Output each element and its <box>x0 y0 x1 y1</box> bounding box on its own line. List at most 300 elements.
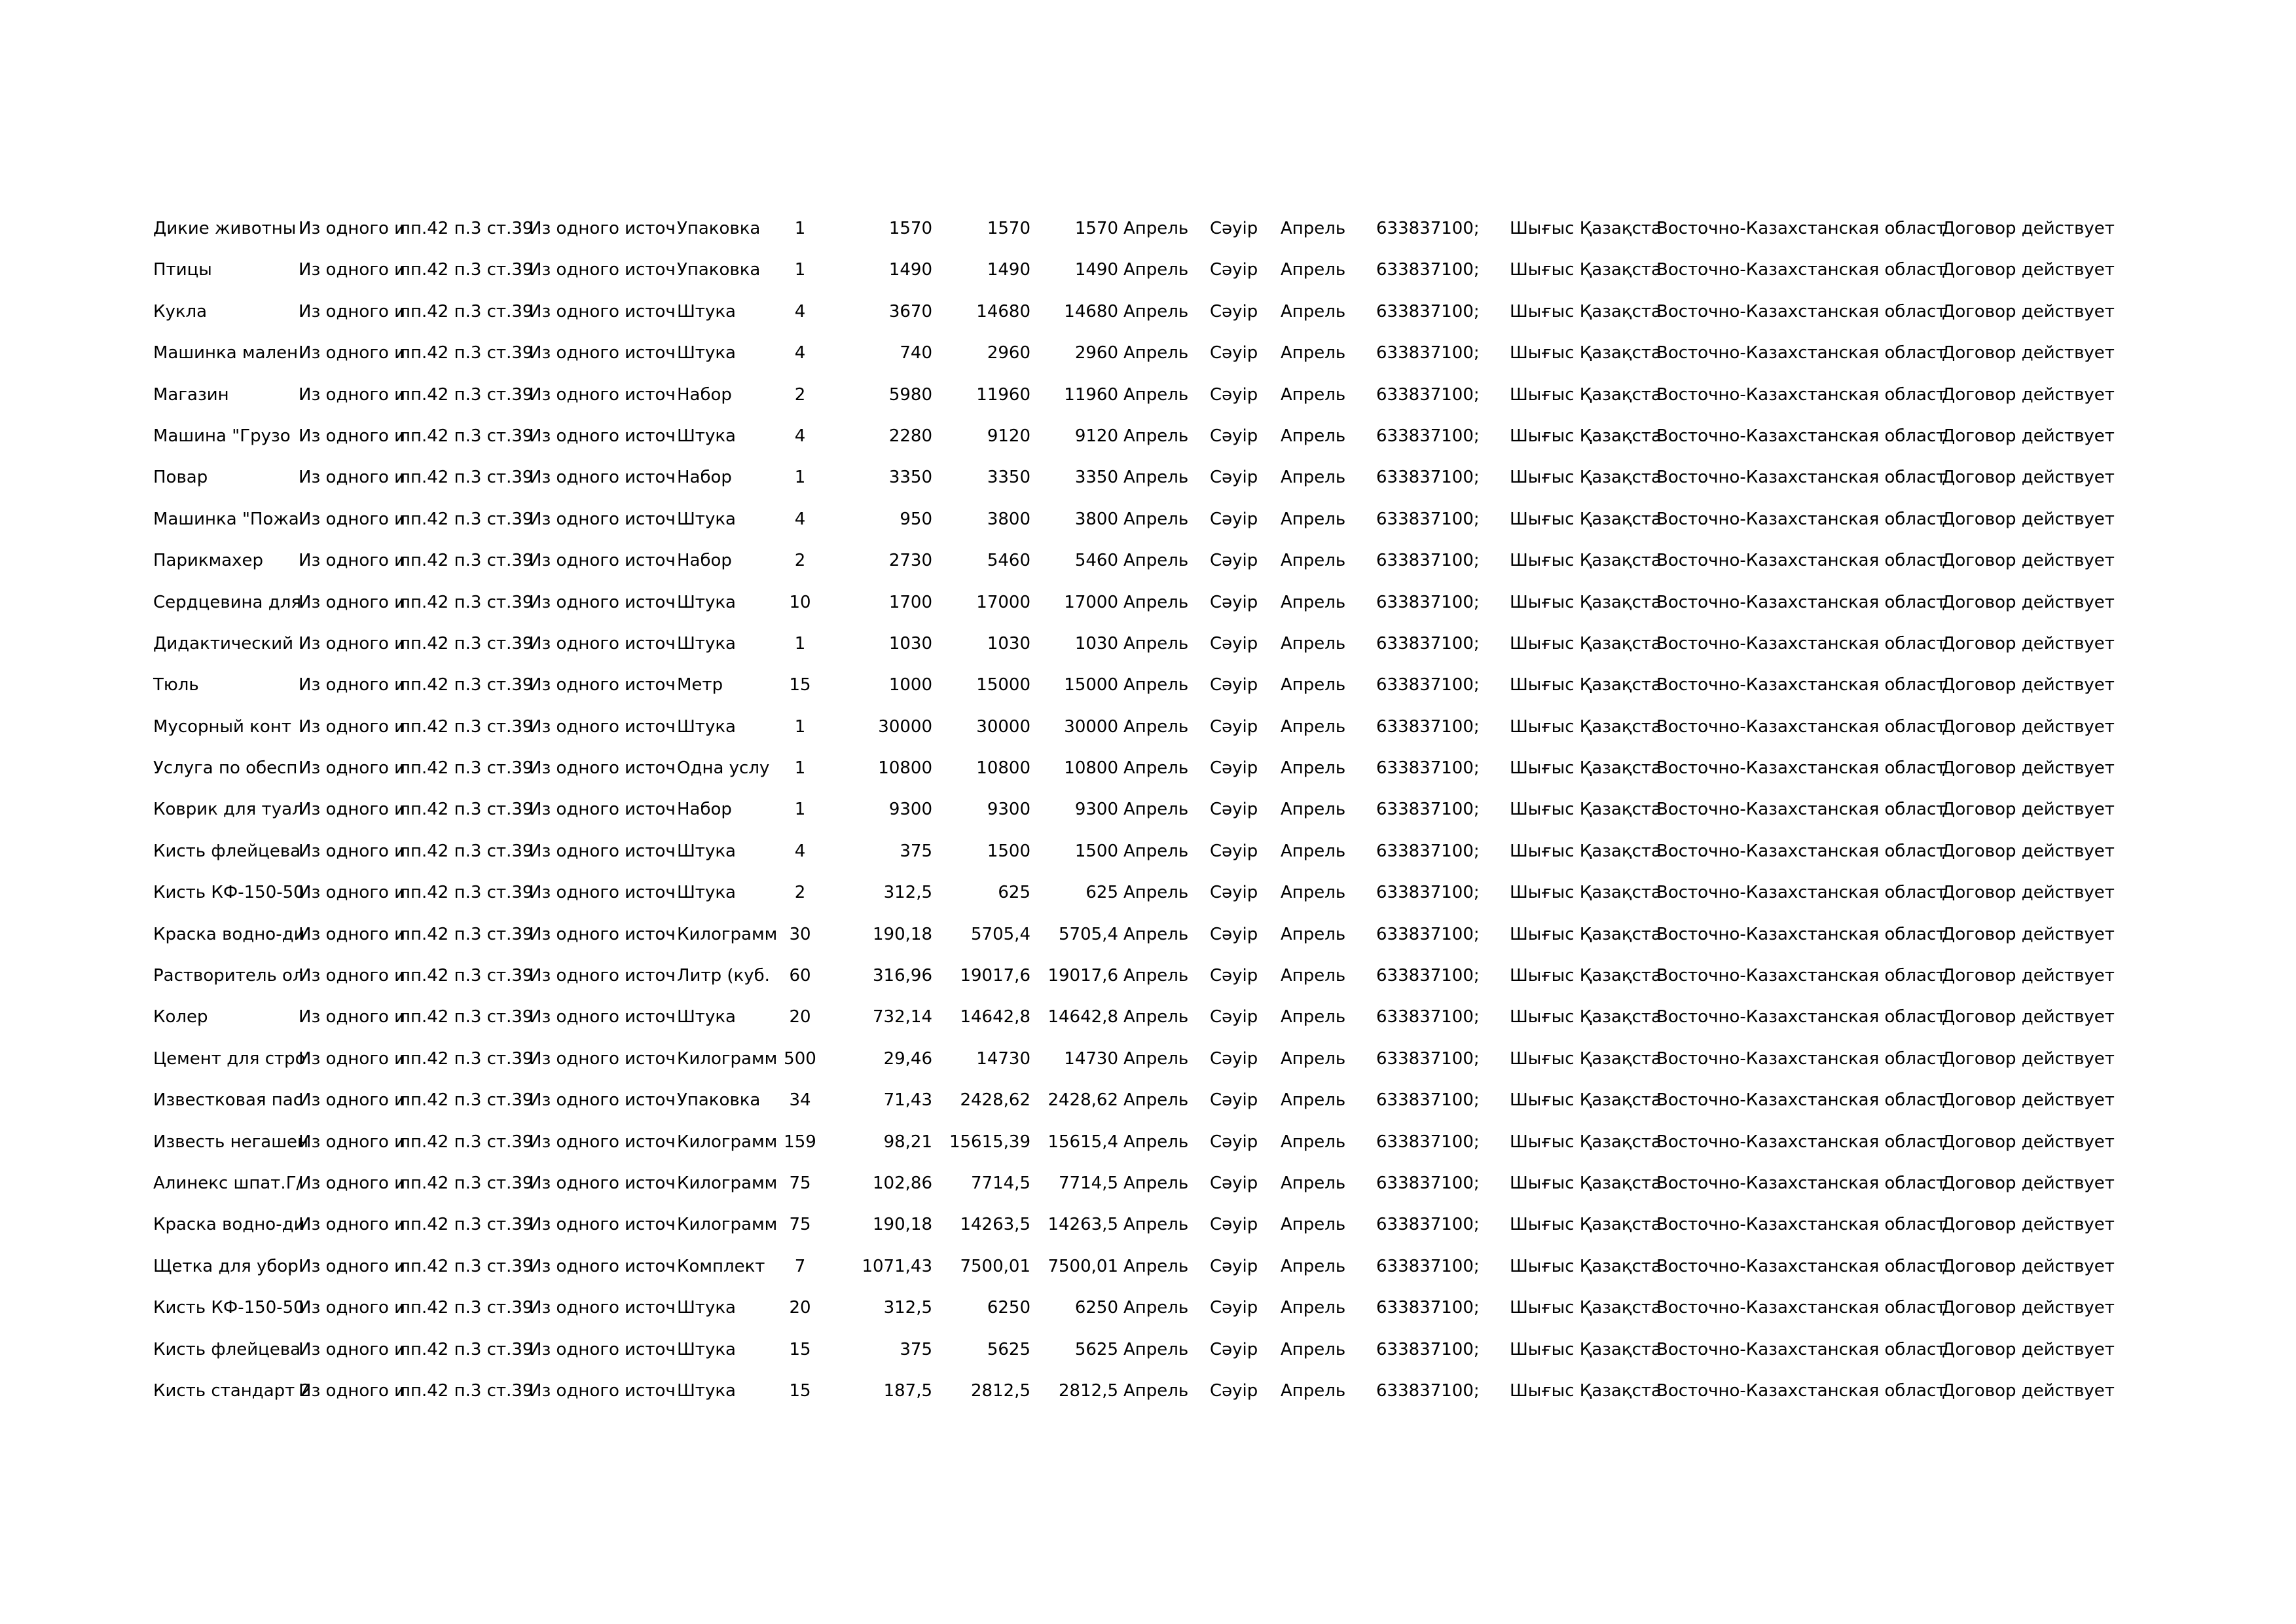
quantity-cell: 34 <box>789 1090 811 1111</box>
kato-code-cell: 633837100; <box>1376 551 1480 571</box>
item-name-cell: Известковая пас <box>153 1090 303 1111</box>
contract-status-cell: Договор действует <box>1942 1132 2115 1152</box>
unit-cell: Килограмм <box>677 924 778 944</box>
total-cell: 15615,4 <box>1048 1132 1118 1152</box>
total-cell: 14642,8 <box>1048 1007 1118 1027</box>
item-name-cell: Птицы <box>153 260 212 280</box>
region-kz-cell: Шығыс Қазақста <box>1510 675 1662 695</box>
purchase-method-cell: Из одного и <box>299 1048 406 1069</box>
contract-status-cell: Договор действует <box>1942 260 2115 280</box>
purchase-method-cell: Из одного и <box>299 1339 406 1359</box>
region-ru-cell: Восточно-Казахстанская област <box>1656 1380 1946 1401</box>
region-ru-cell: Восточно-Казахстанская област <box>1656 1256 1946 1276</box>
legal-basis-cell: пп.42 п.3 ст.39 <box>399 675 534 695</box>
total-cell: 1570 <box>1074 219 1118 238</box>
total-cell: 11960 <box>1064 384 1118 405</box>
month-cell: Апрель <box>1281 966 1346 986</box>
contract-status-cell: Договор действует <box>1942 924 2115 944</box>
month-kz-cell: Сәуір <box>1210 468 1258 488</box>
month-ru-cell: Апрель <box>1123 1298 1189 1318</box>
unit-cell: Набор <box>677 800 732 820</box>
month-ru-cell: Апрель <box>1123 468 1189 488</box>
region-kz-cell: Шығыс Қазақста <box>1510 800 1662 820</box>
month-cell: Апрель <box>1281 592 1346 612</box>
legal-basis-cell: пп.42 п.3 ст.39 <box>399 1007 534 1027</box>
month-cell: Апрель <box>1281 1298 1346 1318</box>
kato-code-cell: 633837100; <box>1376 800 1480 820</box>
legal-basis-cell: пп.42 п.3 ст.39 <box>399 592 534 612</box>
month-cell: Апрель <box>1281 301 1346 322</box>
contract-status-cell: Договор действует <box>1942 343 2115 363</box>
sum-cell: 14263,5 <box>960 1215 1030 1235</box>
quantity-cell: 4 <box>794 841 806 861</box>
month-kz-cell: Сәуір <box>1210 716 1258 737</box>
region-kz-cell: Шығыс Қазақста <box>1510 426 1662 446</box>
purchase-method-cell: Из одного и <box>299 758 406 779</box>
region-ru-cell: Восточно-Казахстанская област <box>1656 551 1946 571</box>
unit-cell: Килограмм <box>677 1132 778 1152</box>
unit-cell: Килограмм <box>677 1048 778 1069</box>
contract-status-cell: Договор действует <box>1942 384 2115 405</box>
source-cell: Из одного источ <box>529 758 676 779</box>
region-ru-cell: Восточно-Казахстанская област <box>1656 924 1946 944</box>
month-cell: Апрель <box>1281 633 1346 654</box>
month-ru-cell: Апрель <box>1123 1256 1189 1276</box>
total-cell: 5625 <box>1074 1339 1118 1359</box>
purchase-method-cell: Из одного и <box>299 1173 406 1193</box>
unit-cell: Штука <box>677 1380 736 1401</box>
kato-code-cell: 633837100; <box>1376 1215 1480 1235</box>
legal-basis-cell: пп.42 п.3 ст.39 <box>399 1173 534 1193</box>
quantity-cell: 30 <box>789 924 811 944</box>
legal-basis-cell: пп.42 п.3 ст.39 <box>399 966 534 986</box>
purchase-method-cell: Из одного и <box>299 1090 406 1111</box>
item-name-cell: Машинка мален <box>153 343 299 363</box>
price-cell: 2730 <box>888 551 932 571</box>
sum-cell: 19017,6 <box>960 966 1030 986</box>
purchase-method-cell: Из одного и <box>299 592 406 612</box>
contract-status-cell: Договор действует <box>1942 633 2115 654</box>
purchase-method-cell: Из одного и <box>299 343 406 363</box>
item-name-cell: Машина "Грузо <box>153 426 291 446</box>
region-kz-cell: Шығыс Қазақста <box>1510 841 1662 861</box>
legal-basis-cell: пп.42 п.3 ст.39 <box>399 1298 534 1318</box>
region-ru-cell: Восточно-Казахстанская област <box>1656 1090 1946 1111</box>
legal-basis-cell: пп.42 п.3 ст.39 <box>399 1090 534 1111</box>
month-ru-cell: Апрель <box>1123 260 1189 280</box>
kato-code-cell: 633837100; <box>1376 1048 1480 1069</box>
month-ru-cell: Апрель <box>1123 301 1189 322</box>
kato-code-cell: 633837100; <box>1376 758 1480 779</box>
month-kz-cell: Сәуір <box>1210 260 1258 280</box>
legal-basis-cell: пп.42 п.3 ст.39 <box>399 1380 534 1401</box>
source-cell: Из одного источ <box>529 841 676 861</box>
price-cell: 5980 <box>888 384 932 405</box>
sum-cell: 15615,39 <box>949 1132 1030 1152</box>
month-cell: Апрель <box>1281 716 1346 737</box>
month-cell: Апрель <box>1281 800 1346 820</box>
month-cell: Апрель <box>1281 1048 1346 1069</box>
quantity-cell: 1 <box>794 758 806 779</box>
source-cell: Из одного источ <box>529 551 676 571</box>
item-name-cell: Дидактический <box>153 633 294 654</box>
unit-cell: Штука <box>677 716 736 737</box>
kato-code-cell: 633837100; <box>1376 384 1480 405</box>
total-cell: 30000 <box>1064 716 1118 737</box>
item-name-cell: Кисть КФ-150-50 <box>153 1298 304 1318</box>
month-cell: Апрель <box>1281 426 1346 446</box>
month-ru-cell: Апрель <box>1123 1048 1189 1069</box>
month-kz-cell: Сәуір <box>1210 800 1258 820</box>
price-cell: 375 <box>900 1339 932 1359</box>
region-ru-cell: Восточно-Казахстанская област <box>1656 1007 1946 1027</box>
source-cell: Из одного источ <box>529 1339 676 1359</box>
region-kz-cell: Шығыс Қазақста <box>1510 633 1662 654</box>
sum-cell: 1490 <box>987 260 1030 280</box>
sum-cell: 3350 <box>987 468 1030 488</box>
month-cell: Апрель <box>1281 1380 1346 1401</box>
sum-cell: 9120 <box>987 426 1030 446</box>
month-ru-cell: Апрель <box>1123 219 1189 238</box>
region-ru-cell: Восточно-Казахстанская област <box>1656 592 1946 612</box>
total-cell: 10800 <box>1064 758 1118 779</box>
unit-cell: Штука <box>677 426 736 446</box>
region-ru-cell: Восточно-Казахстанская област <box>1656 343 1946 363</box>
sum-cell: 1570 <box>987 219 1030 238</box>
price-cell: 2280 <box>888 426 932 446</box>
purchase-method-cell: Из одного и <box>299 924 406 944</box>
region-kz-cell: Шығыс Қазақста <box>1510 509 1662 529</box>
contract-status-cell: Договор действует <box>1942 301 2115 322</box>
purchase-method-cell: Из одного и <box>299 633 406 654</box>
price-cell: 1000 <box>888 675 932 695</box>
purchase-method-cell: Из одного и <box>299 1298 406 1318</box>
source-cell: Из одного источ <box>529 301 676 322</box>
kato-code-cell: 633837100; <box>1376 716 1480 737</box>
total-cell: 5705,4 <box>1059 924 1118 944</box>
sum-cell: 2428,62 <box>960 1090 1030 1111</box>
kato-code-cell: 633837100; <box>1376 1298 1480 1318</box>
legal-basis-cell: пп.42 п.3 ст.39 <box>399 716 534 737</box>
legal-basis-cell: пп.42 п.3 ст.39 <box>399 509 534 529</box>
quantity-cell: 2 <box>794 883 806 903</box>
contract-status-cell: Договор действует <box>1942 1298 2115 1318</box>
source-cell: Из одного источ <box>529 468 676 488</box>
item-name-cell: Кисть флейцева <box>153 841 301 861</box>
kato-code-cell: 633837100; <box>1376 883 1480 903</box>
month-cell: Апрель <box>1281 1215 1346 1235</box>
sum-cell: 17000 <box>976 592 1030 612</box>
price-cell: 312,5 <box>883 883 932 903</box>
region-kz-cell: Шығыс Қазақста <box>1510 758 1662 779</box>
quantity-cell: 75 <box>789 1215 811 1235</box>
region-kz-cell: Шығыс Қазақста <box>1510 468 1662 488</box>
kato-code-cell: 633837100; <box>1376 1007 1480 1027</box>
price-cell: 187,5 <box>883 1380 932 1401</box>
total-cell: 5460 <box>1074 551 1118 571</box>
month-cell: Апрель <box>1281 1090 1346 1111</box>
unit-cell: Килограмм <box>677 1173 778 1193</box>
month-kz-cell: Сәуір <box>1210 509 1258 529</box>
quantity-cell: 159 <box>784 1132 816 1152</box>
total-cell: 2960 <box>1074 343 1118 363</box>
item-name-cell: Повар <box>153 468 208 488</box>
region-ru-cell: Восточно-Казахстанская област <box>1656 1132 1946 1152</box>
source-cell: Из одного источ <box>529 592 676 612</box>
legal-basis-cell: пп.42 п.3 ст.39 <box>399 1256 534 1276</box>
region-ru-cell: Восточно-Казахстанская област <box>1656 800 1946 820</box>
total-cell: 7714,5 <box>1059 1173 1118 1193</box>
unit-cell: Штука <box>677 301 736 322</box>
item-name-cell: Магазин <box>153 384 229 405</box>
source-cell: Из одного источ <box>529 509 676 529</box>
unit-cell: Штука <box>677 509 736 529</box>
legal-basis-cell: пп.42 п.3 ст.39 <box>399 841 534 861</box>
source-cell: Из одного источ <box>529 384 676 405</box>
sum-cell: 2812,5 <box>971 1380 1030 1401</box>
region-ru-cell: Восточно-Казахстанская област <box>1656 260 1946 280</box>
month-ru-cell: Апрель <box>1123 633 1189 654</box>
sum-cell: 6250 <box>987 1298 1030 1318</box>
quantity-cell: 1 <box>794 800 806 820</box>
region-ru-cell: Восточно-Казахстанская област <box>1656 716 1946 737</box>
unit-cell: Упаковка <box>677 219 761 238</box>
purchase-method-cell: Из одного и <box>299 966 406 986</box>
purchase-method-cell: Из одного и <box>299 426 406 446</box>
quantity-cell: 1 <box>794 219 806 238</box>
purchase-method-cell: Из одного и <box>299 301 406 322</box>
item-name-cell: Кукла <box>153 301 208 322</box>
kato-code-cell: 633837100; <box>1376 841 1480 861</box>
source-cell: Из одного источ <box>529 260 676 280</box>
region-kz-cell: Шығыс Қазақста <box>1510 551 1662 571</box>
unit-cell: Набор <box>677 551 732 571</box>
region-kz-cell: Шығыс Қазақста <box>1510 1048 1662 1069</box>
sum-cell: 2960 <box>987 343 1030 363</box>
source-cell: Из одного источ <box>529 1298 676 1318</box>
legal-basis-cell: пп.42 п.3 ст.39 <box>399 343 534 363</box>
month-ru-cell: Апрель <box>1123 841 1189 861</box>
source-cell: Из одного источ <box>529 883 676 903</box>
contract-status-cell: Договор действует <box>1942 758 2115 779</box>
kato-code-cell: 633837100; <box>1376 343 1480 363</box>
month-kz-cell: Сәуір <box>1210 675 1258 695</box>
contract-status-cell: Договор действует <box>1942 468 2115 488</box>
sum-cell: 15000 <box>976 675 1030 695</box>
purchase-method-cell: Из одного и <box>299 841 406 861</box>
region-kz-cell: Шығыс Қазақста <box>1510 301 1662 322</box>
price-cell: 102,86 <box>873 1173 932 1193</box>
item-name-cell: Щетка для убор <box>153 1256 299 1276</box>
price-cell: 1700 <box>888 592 932 612</box>
kato-code-cell: 633837100; <box>1376 633 1480 654</box>
kato-code-cell: 633837100; <box>1376 219 1480 238</box>
source-cell: Из одного источ <box>529 924 676 944</box>
unit-cell: Штука <box>677 633 736 654</box>
quantity-cell: 4 <box>794 509 806 529</box>
item-name-cell: Колер <box>153 1007 208 1027</box>
quantity-cell: 1 <box>794 633 806 654</box>
sum-cell: 5460 <box>987 551 1030 571</box>
total-cell: 2428,62 <box>1048 1090 1118 1111</box>
region-ru-cell: Восточно-Казахстанская област <box>1656 758 1946 779</box>
month-ru-cell: Апрель <box>1123 343 1189 363</box>
item-name-cell: Тюль <box>153 675 199 695</box>
source-cell: Из одного источ <box>529 1090 676 1111</box>
source-cell: Из одного источ <box>529 716 676 737</box>
item-name-cell: Цемент для стро <box>153 1048 306 1069</box>
source-cell: Из одного источ <box>529 426 676 446</box>
unit-cell: Литр (куб. <box>677 966 770 986</box>
region-kz-cell: Шығыс Қазақста <box>1510 260 1662 280</box>
purchase-method-cell: Из одного и <box>299 509 406 529</box>
contract-status-cell: Договор действует <box>1942 1048 2115 1069</box>
month-kz-cell: Сәуір <box>1210 1132 1258 1152</box>
month-ru-cell: Апрель <box>1123 675 1189 695</box>
unit-cell: Метр <box>677 675 723 695</box>
region-kz-cell: Шығыс Қазақста <box>1510 219 1662 238</box>
month-kz-cell: Сәуір <box>1210 1256 1258 1276</box>
region-kz-cell: Шығыс Қазақста <box>1510 1256 1662 1276</box>
total-cell: 625 <box>1085 883 1118 903</box>
contract-status-cell: Договор действует <box>1942 592 2115 612</box>
legal-basis-cell: пп.42 п.3 ст.39 <box>399 426 534 446</box>
quantity-cell: 7 <box>794 1256 806 1276</box>
unit-cell: Упаковка <box>677 1090 761 1111</box>
kato-code-cell: 633837100; <box>1376 1173 1480 1193</box>
purchase-method-cell: Из одного и <box>299 1256 406 1276</box>
sum-cell: 1030 <box>987 633 1030 654</box>
month-kz-cell: Сәуір <box>1210 966 1258 986</box>
month-kz-cell: Сәуір <box>1210 1007 1258 1027</box>
month-ru-cell: Апрель <box>1123 1339 1189 1359</box>
purchase-method-cell: Из одного и <box>299 716 406 737</box>
unit-cell: Штука <box>677 1339 736 1359</box>
contract-status-cell: Договор действует <box>1942 883 2115 903</box>
region-kz-cell: Шығыс Қазақста <box>1510 924 1662 944</box>
region-kz-cell: Шығыс Қазақста <box>1510 1132 1662 1152</box>
quantity-cell: 1 <box>794 260 806 280</box>
region-kz-cell: Шығыс Қазақста <box>1510 343 1662 363</box>
month-cell: Апрель <box>1281 841 1346 861</box>
month-kz-cell: Сәуір <box>1210 1298 1258 1318</box>
sum-cell: 14730 <box>976 1048 1030 1069</box>
contract-status-cell: Договор действует <box>1942 1215 2115 1235</box>
month-kz-cell: Сәуір <box>1210 1339 1258 1359</box>
kato-code-cell: 633837100; <box>1376 592 1480 612</box>
month-cell: Апрель <box>1281 924 1346 944</box>
unit-cell: Штука <box>677 343 736 363</box>
contract-status-cell: Договор действует <box>1942 1380 2115 1401</box>
month-kz-cell: Сәуір <box>1210 384 1258 405</box>
kato-code-cell: 633837100; <box>1376 966 1480 986</box>
month-ru-cell: Апрель <box>1123 1007 1189 1027</box>
sum-cell: 5625 <box>987 1339 1030 1359</box>
total-cell: 3800 <box>1074 509 1118 529</box>
quantity-cell: 20 <box>789 1298 811 1318</box>
region-kz-cell: Шығыс Қазақста <box>1510 716 1662 737</box>
region-kz-cell: Шығыс Қазақста <box>1510 592 1662 612</box>
price-cell: 1030 <box>888 633 932 654</box>
region-kz-cell: Шығыс Қазақста <box>1510 1007 1662 1027</box>
purchase-method-cell: Из одного и <box>299 219 406 238</box>
month-ru-cell: Апрель <box>1123 924 1189 944</box>
quantity-cell: 2 <box>794 551 806 571</box>
month-kz-cell: Сәуір <box>1210 1215 1258 1235</box>
kato-code-cell: 633837100; <box>1376 509 1480 529</box>
price-cell: 190,18 <box>873 924 932 944</box>
quantity-cell: 15 <box>789 1380 811 1401</box>
kato-code-cell: 633837100; <box>1376 924 1480 944</box>
month-cell: Апрель <box>1281 758 1346 779</box>
month-ru-cell: Апрель <box>1123 1173 1189 1193</box>
price-cell: 3350 <box>888 468 932 488</box>
kato-code-cell: 633837100; <box>1376 468 1480 488</box>
unit-cell: Штука <box>677 883 736 903</box>
price-cell: 1071,43 <box>862 1256 932 1276</box>
purchase-method-cell: Из одного и <box>299 1380 406 1401</box>
quantity-cell: 10 <box>789 592 811 612</box>
item-name-cell: Известь негашен <box>153 1132 308 1152</box>
quantity-cell: 4 <box>794 343 806 363</box>
unit-cell: Штука <box>677 1298 736 1318</box>
sum-cell: 1500 <box>987 841 1030 861</box>
region-kz-cell: Шығыс Қазақста <box>1510 384 1662 405</box>
region-kz-cell: Шығыс Қазақста <box>1510 1090 1662 1111</box>
month-kz-cell: Сәуір <box>1210 758 1258 779</box>
sum-cell: 7500,01 <box>960 1256 1030 1276</box>
region-kz-cell: Шығыс Қазақста <box>1510 1215 1662 1235</box>
month-kz-cell: Сәуір <box>1210 1380 1258 1401</box>
price-cell: 312,5 <box>883 1298 932 1318</box>
quantity-cell: 20 <box>789 1007 811 1027</box>
month-kz-cell: Сәуір <box>1210 551 1258 571</box>
quantity-cell: 75 <box>789 1173 811 1193</box>
month-cell: Апрель <box>1281 468 1346 488</box>
region-kz-cell: Шығыс Қазақста <box>1510 1380 1662 1401</box>
month-ru-cell: Апрель <box>1123 716 1189 737</box>
purchase-method-cell: Из одного и <box>299 1132 406 1152</box>
month-kz-cell: Сәуір <box>1210 841 1258 861</box>
month-ru-cell: Апрель <box>1123 1090 1189 1111</box>
month-kz-cell: Сәуір <box>1210 1173 1258 1193</box>
unit-cell: Комплект <box>677 1256 765 1276</box>
legal-basis-cell: пп.42 п.3 ст.39 <box>399 260 534 280</box>
region-ru-cell: Восточно-Казахстанская област <box>1656 1339 1946 1359</box>
month-ru-cell: Апрель <box>1123 800 1189 820</box>
item-name-cell: Мусорный конт <box>153 716 291 737</box>
price-cell: 732,14 <box>873 1007 932 1027</box>
legal-basis-cell: пп.42 п.3 ст.39 <box>399 219 534 238</box>
price-cell: 740 <box>900 343 932 363</box>
legal-basis-cell: пп.42 п.3 ст.39 <box>399 800 534 820</box>
item-name-cell: Услуга по обесп <box>153 758 298 779</box>
total-cell: 17000 <box>1064 592 1118 612</box>
item-name-cell: Краска водно-ди <box>153 924 305 944</box>
total-cell: 1490 <box>1074 260 1118 280</box>
legal-basis-cell: пп.42 п.3 ст.39 <box>399 924 534 944</box>
month-cell: Апрель <box>1281 883 1346 903</box>
source-cell: Из одного источ <box>529 1256 676 1276</box>
total-cell: 9120 <box>1074 426 1118 446</box>
total-cell: 1500 <box>1074 841 1118 861</box>
kato-code-cell: 633837100; <box>1376 1380 1480 1401</box>
unit-cell: Упаковка <box>677 260 761 280</box>
month-ru-cell: Апрель <box>1123 592 1189 612</box>
item-name-cell: Алинекс шпат.Г/ <box>153 1173 302 1193</box>
month-cell: Апрель <box>1281 1173 1346 1193</box>
month-ru-cell: Апрель <box>1123 1132 1189 1152</box>
